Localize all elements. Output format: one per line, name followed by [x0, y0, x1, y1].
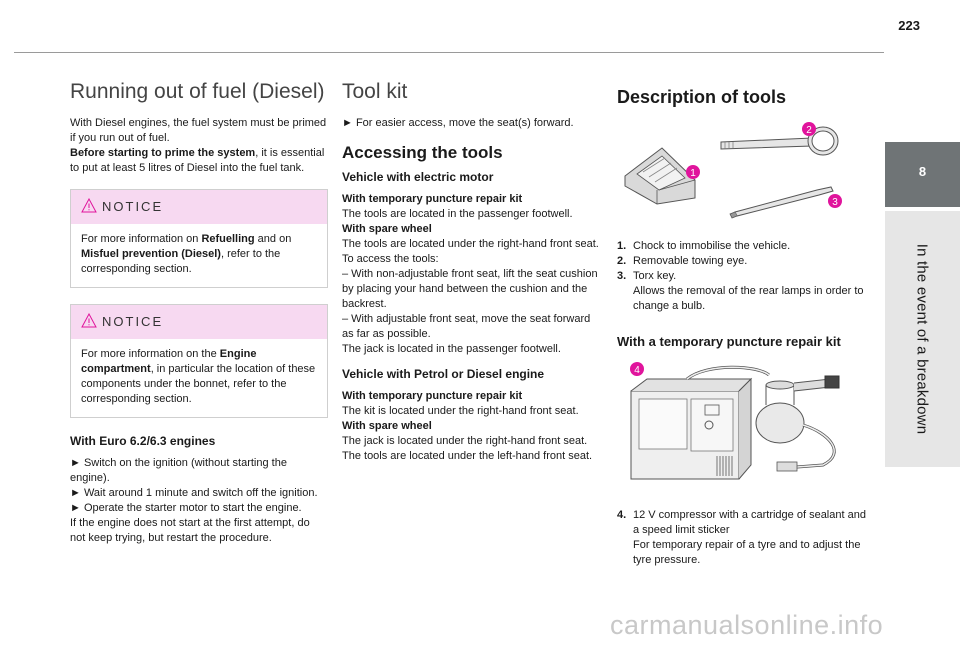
link-refuelling: Refuelling: [201, 233, 255, 245]
list-number: 4.: [617, 509, 627, 521]
paragraph: The tools are located in the passenger footwell.: [342, 208, 573, 220]
subheading-electric: Vehicle with electric motor: [342, 170, 494, 184]
badge-2: [802, 122, 816, 136]
badge-label: 3: [832, 197, 838, 208]
paragraph: [70, 146, 328, 176]
notice-text: , in particular the location of these components under the bonnet, refer to the corresponding section.: [81, 363, 316, 405]
badge-label: 4: [634, 365, 640, 376]
notice-text: For more information on the: [81, 348, 220, 360]
list-number: 3.: [617, 270, 627, 282]
chapter-number: 8: [918, 164, 927, 179]
notice-text: and on: [254, 233, 292, 245]
list-number: 1.: [617, 240, 627, 252]
label-bold: [342, 192, 604, 207]
page-number: 223: [898, 18, 920, 33]
list-subtext: Allows the removal of the rear lamps in order to change a bulb.: [633, 285, 864, 312]
chapter-title-tab[interactable]: [885, 211, 960, 467]
heading-repair-kit: With a temporary puncture repair kit: [617, 334, 841, 349]
paragraph: The tools are located under the left-hand front seat.: [342, 450, 593, 462]
torx-key-figure: [730, 187, 833, 218]
notice-label: NOTICE: [102, 314, 164, 329]
paragraph: – With non-adjustable front seat, lift the seat cushion by placing your hand between the cushion and the backrest.: [342, 268, 598, 310]
link-engine-compartment: Engine compartment: [81, 348, 257, 375]
notice-header: [71, 190, 327, 224]
section-title-tool-kit: Tool kit: [342, 80, 408, 103]
notice-label: NOTICE: [102, 199, 164, 214]
label-bold: [342, 389, 604, 404]
step: ► Switch on the ignition (without starting the engine).: [70, 457, 287, 484]
step: ► Operate the starter motor to start the engine.: [70, 502, 302, 514]
section-title-description: Description of tools: [617, 87, 787, 107]
paragraph: The kit is located under the right-hand front seat.: [342, 405, 579, 417]
towing-eye-figure: [721, 129, 836, 153]
chock-figure: [625, 148, 695, 204]
paragraph: – With adjustable front seat, move the seat forward as far as possible.: [342, 313, 591, 340]
emphasis: With spare wheel: [342, 420, 432, 432]
watermark: carmanualsonline.info: [610, 610, 884, 640]
list-text: Torx key.: [633, 270, 677, 282]
paragraph: With Diesel engines, the fuel system must be primed if you run out of fuel.: [70, 117, 327, 144]
paragraph: The tools are located under the right-hand front seat.: [342, 238, 599, 250]
label-bold: [342, 419, 604, 434]
emphasis: With spare wheel: [342, 223, 432, 235]
notice-text: For more information on: [81, 233, 202, 245]
list-item: [617, 269, 875, 314]
badge-4: [630, 362, 644, 376]
label-bold: [342, 222, 604, 237]
emphasis: Before starting to prime the system: [70, 147, 256, 159]
paragraph: To access the tools:: [342, 253, 439, 265]
compressor-illustration: [617, 361, 867, 496]
notice-header: [71, 305, 327, 339]
step: ► Wait around 1 minute and switch off the ignition.: [70, 487, 318, 499]
chapter-title: In the event of a breakdown: [913, 243, 931, 435]
list-subtext: For temporary repair of a tyre and to adjust the tyre pressure.: [633, 539, 861, 566]
list-item: [617, 508, 875, 568]
paragraph: If the engine does not start at the first attempt, do not keep trying, but restart the procedure.: [70, 517, 310, 544]
column-running-out-of-fuel: [70, 80, 328, 546]
heading-accessing-tools: Accessing the tools: [342, 143, 503, 162]
paragraph-text: , it is essential to put at least 5 litres of Diesel into the fuel tank.: [70, 147, 325, 174]
column-tool-kit: [342, 80, 604, 464]
emphasis: With temporary puncture repair kit: [342, 193, 523, 205]
notice-box: [70, 304, 328, 418]
paragraph: The jack is located in the passenger footwell.: [342, 343, 561, 355]
subheading-petrol-diesel: Vehicle with Petrol or Diesel engine: [342, 367, 545, 381]
badge-label: 2: [806, 125, 812, 136]
step: ► For easier access, move the seat(s) forward.: [342, 117, 574, 129]
list-text: Chock to immobilise the vehicle.: [633, 240, 791, 252]
compressor-figure: [631, 379, 751, 479]
list-text: 12 V compressor with a cartridge of sealant and a speed limit sticker: [633, 509, 866, 536]
paragraph: The jack is located under the right-hand front seat.: [342, 435, 588, 447]
warning-triangle-icon: [81, 313, 97, 328]
column-description-of-tools: [617, 80, 875, 568]
list-number: 2.: [617, 255, 627, 267]
sealant-cartridge-figure: [756, 376, 839, 443]
notice-text: , refer to the corresponding section.: [81, 248, 281, 275]
badge-3: [828, 194, 842, 208]
chapter-number-tab[interactable]: [885, 142, 960, 207]
badge-label: 1: [690, 168, 696, 179]
badge-1: [686, 165, 700, 179]
subheading-euro: With Euro 6.2/6.3 engines: [70, 434, 216, 448]
list-item: [617, 239, 875, 254]
notice-body: [71, 224, 327, 287]
notice-box: [70, 189, 328, 288]
tools-illustration: [617, 120, 857, 225]
link-misfuel-prevention: Misfuel prevention (Diesel): [81, 248, 221, 260]
list-text: Removable towing eye.: [633, 255, 748, 267]
header-rule: [14, 52, 884, 53]
notice-body: [71, 339, 327, 417]
warning-triangle-icon: [81, 198, 97, 213]
list-item: [617, 254, 875, 269]
section-title-running-out: Running out of fuel (Diesel): [70, 80, 325, 103]
emphasis: With temporary puncture repair kit: [342, 390, 523, 402]
